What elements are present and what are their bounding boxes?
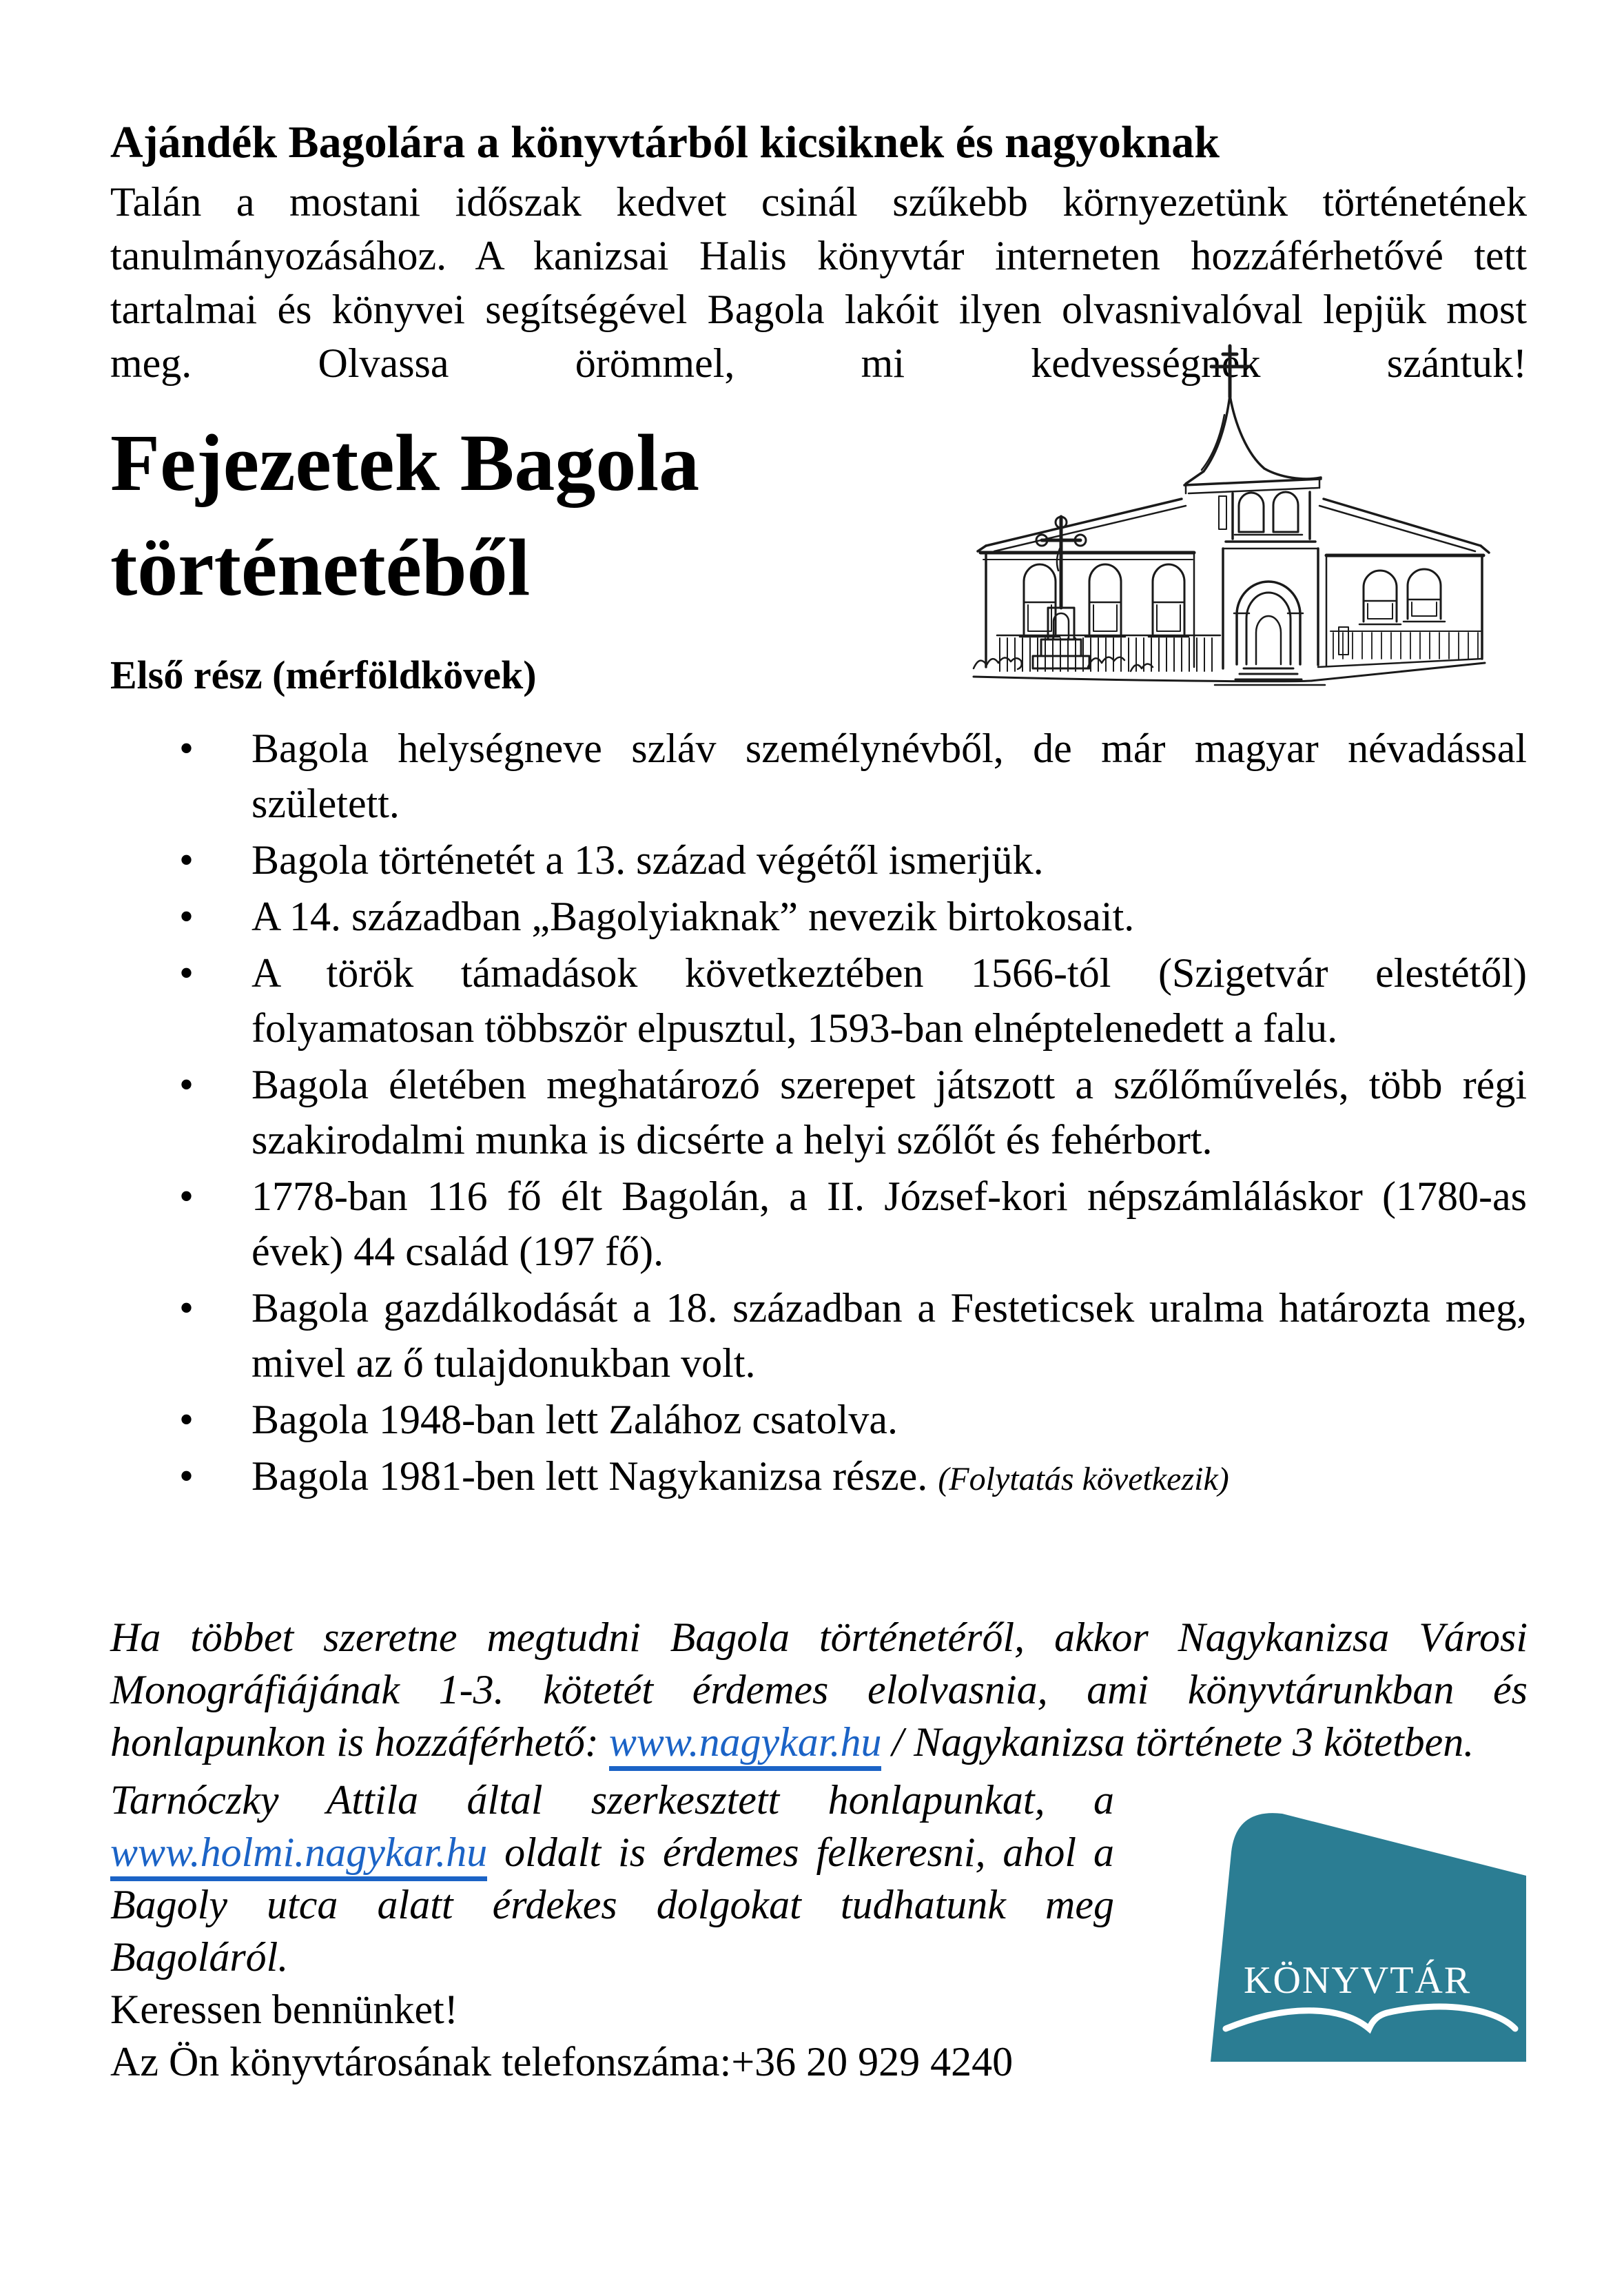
contact-phone: Az Ön könyvtárosának telefonszáma:+36 20 929 4240 [110,2039,1014,2084]
holmi-nagykar-link[interactable]: www.holmi.nagykar.hu [110,1830,487,1881]
library-logo [1142,1786,1528,2070]
milestone-note: (Folytatás következik) [938,1461,1229,1497]
page-title: Ajándék Bagolára a könyvtárból kicsiknek és nagyoknak [110,117,1220,167]
church-line-drawing-icon [925,318,1492,694]
contact-cta: Keressen bennünket! [110,1987,458,2032]
church-illustration [925,318,1492,694]
outro-promo-text: Tarnóczky Attila által szerkesztett honlapunkat, a [110,1777,1114,1823]
nagykar-link[interactable]: www.nagykar.hu [609,1719,882,1771]
milestone-item: • A török támadások következtében 1566-tól (Szigetvár elestétől) folyamatosan többször elpusztul, 1593-ban elnéptelenedett a falu. [110,945,1527,1056]
article-subtitle: Első rész (mérföldkövek) [110,653,537,697]
milestone-item: • Bagola életében meghatározó szerepet játszott a szőlőművelés, több régi szakirodalmi munka is dicsérte a helyi szőlőt és fehérbort. [110,1057,1527,1167]
milestone-item: • Bagola gazdálkodását a 18. században a Festeticsek uralma határozta meg, mivel az ő tulajdonukban volt. [110,1280,1527,1391]
milestone-item: • A 14. században „Bagolyiaknak” nevezik birtokosait. [110,889,1527,944]
outro-intro-paragraph [110,1611,1528,1768]
milestone-item: • Bagola történetét a 13. század végétől ismerjük. [110,832,1527,888]
milestone-item: • Bagola 1948-ban lett Zalához csatolva. [110,1392,1527,1447]
outro-intro-text-after: / Nagykanizsa története 3 kötetben. [892,1719,1474,1765]
milestone-item: • Bagola helységneve szláv személynévből, de már magyar névadással született. [110,721,1527,831]
milestone-item [110,1448,1527,1507]
milestones-section [110,721,1527,1508]
milestone-text: Bagola 1981-ben lett Nagykanizsa része. [251,1453,928,1499]
article-title: Fejezetek Bagola történetéből [110,418,700,613]
intro-paragraph: Talán a mostani időszak kedvet csinál szűkebb környezetünk történetének tanulmányozásához. A kanizsai Halis könyvtár interneten hozzáférhetővé tett tartalmai és könyvei segítségével Bagola lakóit ilyen olvasnivalóval lepjük most meg. Olvassa örömmel, mi kedvességnek szántuk! [110,179,1527,386]
milestones-list [110,721,1527,1507]
milestone-item: • 1778-ban 116 fő élt Bagolán, a II. József-kori népszámláláskor (1780-as évek) 44 család (197 fő). [110,1169,1527,1279]
outro-intro-text: Ha többet szeretne megtudni Bagola történetéről, akkor Nagykanizsa Városi Monográfiájának 1-3. kötetét érdemes elolvasnia, ami könyvtárunkban és honlapunkon is hozzáférhető: [110,1615,1528,1765]
outro-promo-text-after: oldalt is érdemes felkeresni, ahol a Bagoly utca alatt érdekes dolgokat tudhatunk meg Bagoláról. [110,1830,1114,1980]
outro-section [110,1611,1528,2088]
logo-label: KÖNYVTÁR [1244,1959,1472,2002]
